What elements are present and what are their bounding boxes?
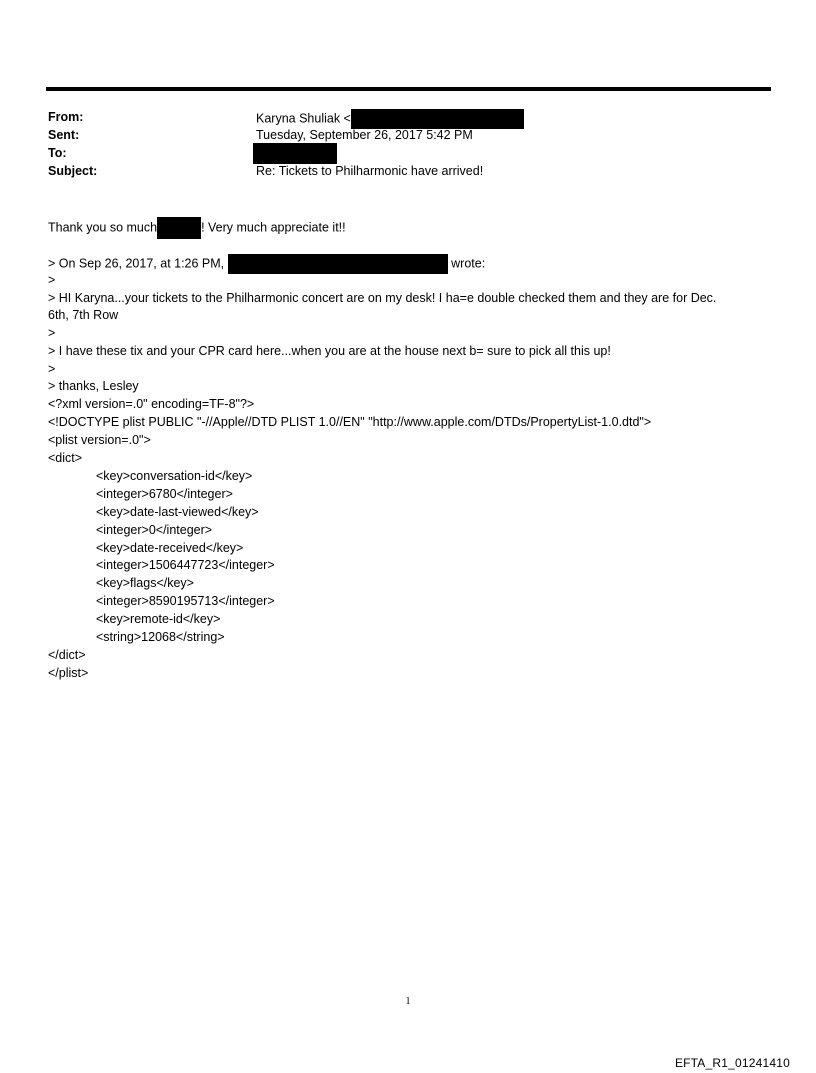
- xml-line: <key>conversation-id</key>: [96, 469, 253, 483]
- quote-line: >: [48, 273, 56, 287]
- thanks-line: [48, 217, 346, 239]
- xml-line: <integer>6780</integer>: [96, 487, 233, 501]
- from-value: [256, 109, 524, 129]
- xml-line: </dict>: [48, 648, 86, 662]
- xml-line: </plist>: [48, 666, 89, 680]
- xml-line: <?xml version=.0" encoding=TF-8"?>: [48, 397, 255, 411]
- quote-line: >: [48, 362, 56, 376]
- sent-label: Sent:: [48, 128, 80, 142]
- xml-line: <plist version=.0">: [48, 433, 151, 447]
- quote-line: > thanks, Lesley: [48, 379, 139, 393]
- xml-line: <string>12068</string>: [96, 630, 225, 644]
- redaction-sender: [228, 254, 448, 274]
- quote-intro-pre: > On Sep 26, 2017, at 1:26 PM,: [48, 256, 225, 271]
- quote-line: 6th, 7th Row: [48, 308, 119, 322]
- redaction-from-email: [351, 109, 524, 129]
- xml-line: <integer>0</integer>: [96, 523, 213, 537]
- quote-line: >: [48, 326, 56, 340]
- xml-line: <key>remote-id</key>: [96, 612, 221, 626]
- xml-line: <key>date-last-viewed</key>: [96, 505, 259, 519]
- xml-line: <dict>: [48, 451, 83, 465]
- xml-line: <integer>8590195713</integer>: [96, 594, 275, 608]
- thanks-pre: Thank you so much: [48, 220, 158, 235]
- sent-value: Tuesday, September 26, 2017 5:42 PM: [256, 128, 473, 142]
- redaction-to: [253, 143, 337, 164]
- document-id: EFTA_R1_01241410: [674, 1056, 790, 1070]
- xml-line: <integer>1506447723</integer>: [96, 558, 275, 572]
- subject-label: Subject:: [48, 164, 98, 178]
- page-number: 1: [405, 996, 411, 1007]
- from-label: From:: [48, 110, 84, 124]
- quote-line: > I have these tix and your CPR card here...when you are at the house next b= sure to pick all this up!: [48, 344, 611, 358]
- quote-intro: [48, 254, 485, 274]
- xml-line: <key>flags</key>: [96, 576, 194, 590]
- xml-line: <!DOCTYPE plist PUBLIC "-//Apple//DTD PLIST 1.0//EN" "http://www.apple.com/DTDs/PropertyList-1.0.dtd">: [48, 415, 652, 429]
- thanks-post: ! Very much appreciate it!!: [201, 220, 346, 235]
- xml-line: <key>date-received</key>: [96, 541, 244, 555]
- header-rule: [46, 87, 771, 91]
- quote-intro-post: wrote:: [451, 256, 486, 271]
- to-label: To:: [48, 146, 67, 160]
- redaction-name: [157, 217, 201, 239]
- quote-line: > HI Karyna...your tickets to the Philharmonic concert are on my desk! I ha=e double checked them and they are for Dec.: [48, 291, 717, 305]
- from-name: Karyna Shuliak <: [256, 111, 351, 126]
- subject-value: Re: Tickets to Philharmonic have arrived!: [256, 164, 484, 178]
